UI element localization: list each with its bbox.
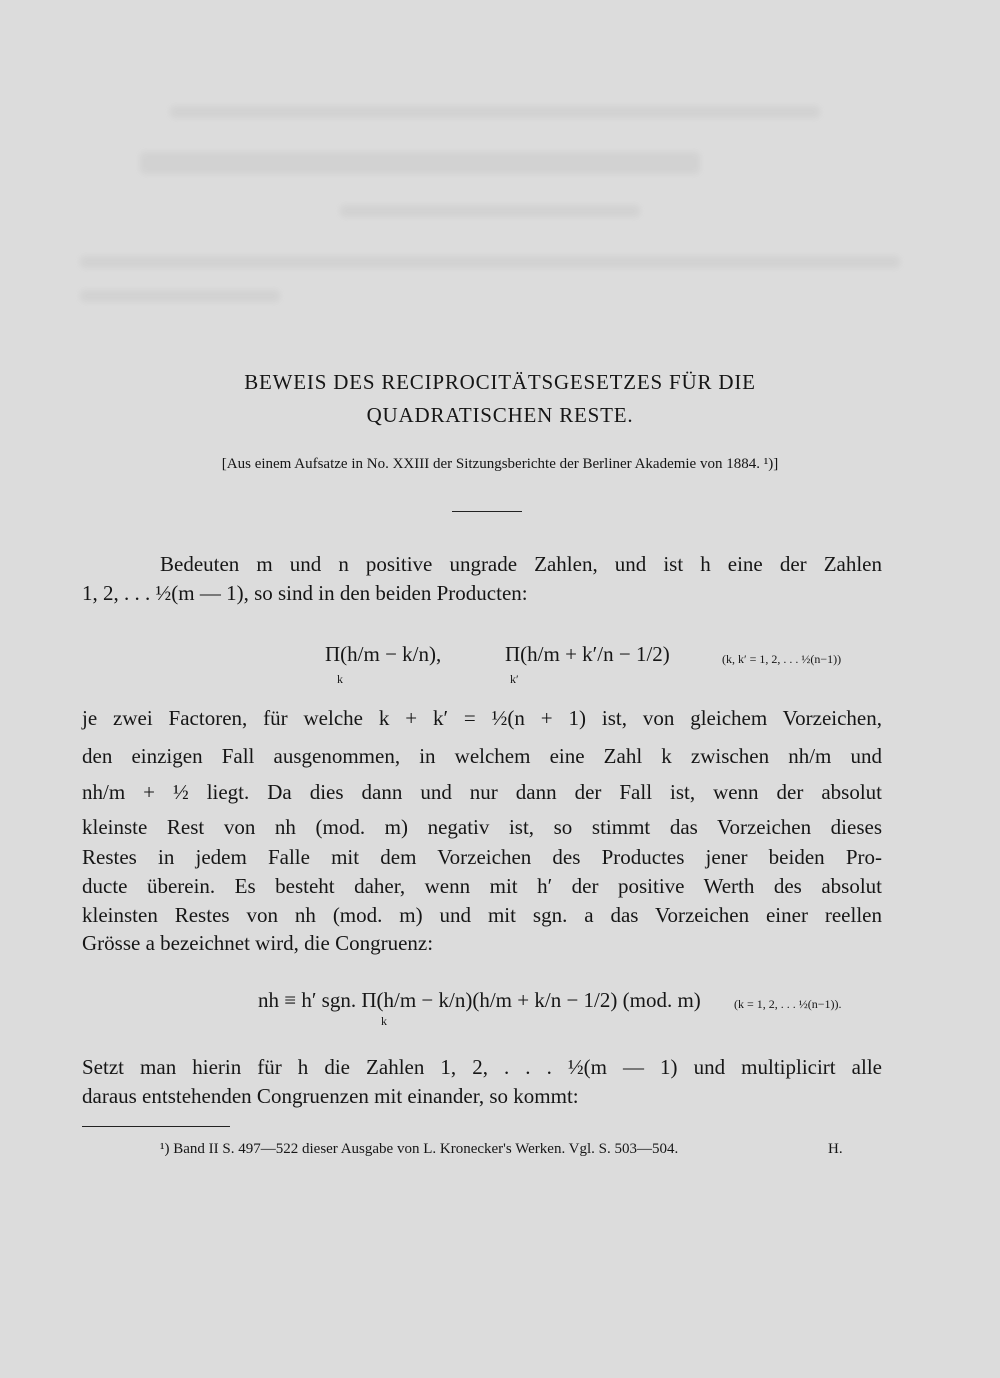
para2-line5: Restes in jedem Falle mit dem Vorzeichen des Productes jener beiden Pro- bbox=[82, 845, 882, 869]
formula1-range: (k, k′ = 1, 2, . . . ½(n−1)) bbox=[722, 652, 842, 666]
formula2: nh ≡ h′ sgn. Π(h/m − k/n)(h/m + k/n − 1/2) (mod. m) bbox=[258, 988, 701, 1012]
show-through-text bbox=[0, 0, 1000, 340]
para2-line8: Grösse a bezeichnet wird, die Congruenz: bbox=[82, 931, 434, 955]
footnote-mark: H. bbox=[828, 1141, 843, 1157]
formula2-index: k bbox=[381, 1014, 387, 1028]
formula1-left: Π(h/m − k/n), bbox=[325, 642, 442, 666]
title-separator bbox=[452, 511, 522, 512]
formula1-mid-index: k′ bbox=[510, 672, 519, 686]
para2-line2: den einzigen Fall ausgenommen, in welchem eine Zahl k zwischen nh/m und bbox=[82, 744, 882, 768]
para2-line1: je zwei Factoren, für welche k + k′ = ½(n + 1) ist, von gleichem Vorzeichen, bbox=[82, 706, 882, 730]
para3-line2: daraus entstehenden Congruenzen mit einander, so kommt: bbox=[82, 1084, 579, 1108]
source-note: [Aus einem Aufsatze in No. XXIII der Sitzungsberichte der Berliner Akademie von 1884. ¹)] bbox=[221, 456, 779, 472]
para2-line6: ducte überein. Es besteht daher, wenn mit h′ der positive Werth des absolut bbox=[82, 874, 882, 898]
para2-line3: nh/m + ½ liegt. Da dies dann und nur dann der Fall ist, wenn der absolut bbox=[82, 780, 882, 804]
formula2-range: (k = 1, 2, . . . ½(n−1)). bbox=[734, 997, 842, 1011]
para1-line1: Bedeuten m und n positive ungrade Zahlen, und ist h eine der Zahlen bbox=[160, 552, 882, 576]
para1-line2: 1, 2, . . . ½(m — 1), so sind in den beiden Producten: bbox=[82, 581, 528, 605]
formula1-mid: Π(h/m + k′/n − 1/2) bbox=[505, 642, 670, 666]
para2-line4: kleinste Rest von nh (mod. m) negativ ist, so stimmt das Vorzeichen dieses bbox=[82, 815, 882, 839]
article-title-line2: QUADRATISCHEN RESTE. bbox=[366, 403, 634, 427]
footnote-rule bbox=[82, 1126, 230, 1127]
article-title-line1: BEWEIS DES RECIPROCITÄTSGESETZES FÜR DIE bbox=[244, 370, 756, 394]
footnote-text: ¹) Band II S. 497—522 dieser Ausgabe von L. Kronecker's Werken. Vgl. S. 503—504. bbox=[160, 1141, 679, 1157]
formula1-left-index: k bbox=[337, 672, 343, 686]
para3-line1: Setzt man hierin für h die Zahlen 1, 2, . . . ½(m — 1) und multiplicirt alle bbox=[82, 1055, 882, 1079]
para2-line7: kleinsten Restes von nh (mod. m) und mit sgn. a das Vorzeichen einer reellen bbox=[82, 903, 882, 927]
